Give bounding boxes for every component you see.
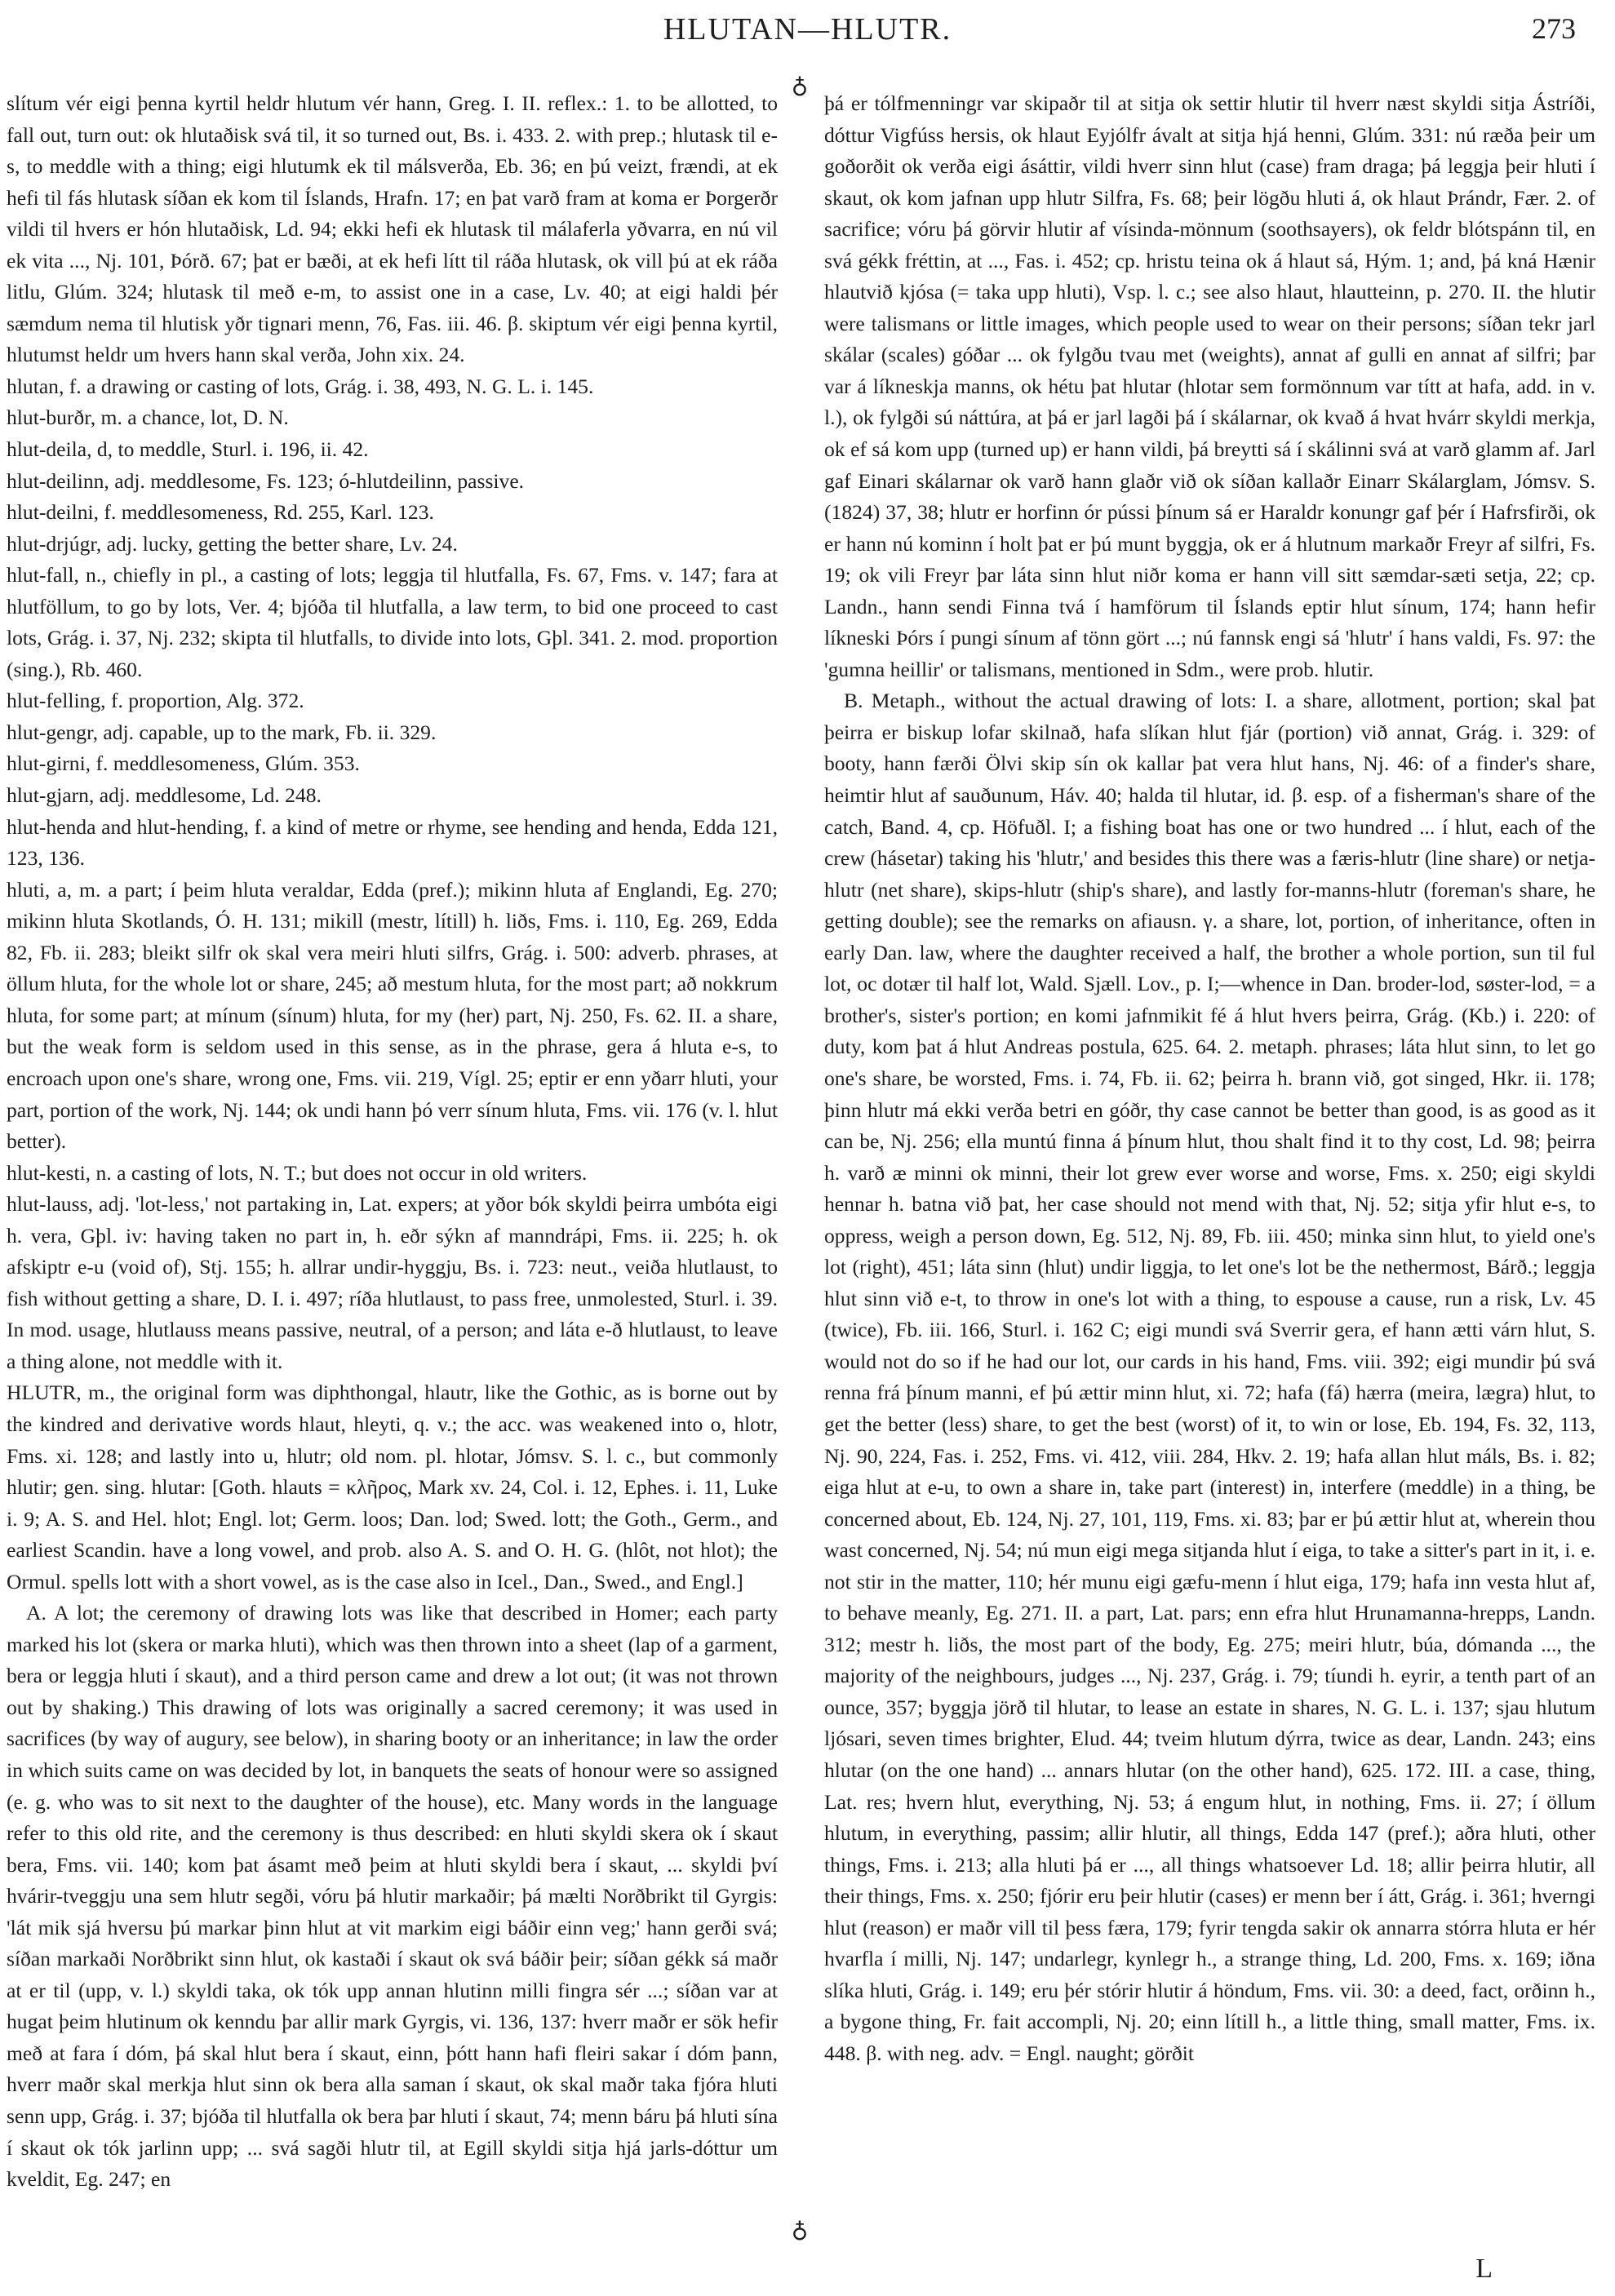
vertical-rule-ornament-icon: ♁ [791,2218,809,2243]
dictionary-entry: HLUTR, m., the original form was diphthongal, hlautr, like the Gothic, as is borne out by the kindred and derivative words hlaut, hleyti, q. v.; the acc. was weakened into o, hlotr, Fms. xi. 128; and lastly into u, hlutr; old nom. pl. hlotar, Jómsv. S. l. c., but commonly hlutir; gen. sing. hlutar: [Goth. hlauts = κλῆρος, Mark xv. 24, Col. i. 12, Ephes. i. 11, Luke i. 9; A. S. and Hel. hlot; Engl. lot; Germ. loos; Dan. lod; Swed. lott; the Goth., Germ., and earliest Scandin. have a long vowel, and prob. also A. S. and O. H. G. (hlôt, not hlot); the Ormul. spells lott with a short vowel, as is the case also in Icel., Dan., Swed., and Engl.] [7,1381,778,1593]
dictionary-entry: hlut-felling, f. proportion, Alg. 372. [7,689,304,713]
dictionary-entry: hluti, a, m. a part; í þeim hluta veraldar, Edda (pref.); mikinn hluta af Englandi, Eg. 270; mikinn hluta Skotlands, Ó. H. 131; mikill (mestr, lítill) h. liðs, Fms. i. 110, Eg. 269, Edda 82, Fb. ii. 283; bleikt silfr ok skal vera meiri hluti silfrs, Grág. i. 500: adverb. phrases, at öllum hluta, for the whole lot or share, 245; að mestum hluta, for the most part; að nokkrum hluta, for some part; at mínum (sínum) hluta, for my (her) part, Nj. 250, Fs. 62. II. a share, but the weak form is seldom used in this sense, as in the phrase, gera á hluta e-s, to encroach upon one's share, wrong one, Fms. vii. 219, Vígl. 25; eptir er enn yðarr hluti, your part, portion of the work, Nj. 144; ok undi hann þó verr sínum hluta, Fms. vii. 176 (v. l. hlut better). [7,877,778,1154]
dictionary-paragraph: A. A lot; the ceremony of drawing lots was like that described in Homer; each party marked his lot (skera or marka hluti), which was then thrown into a sheet (lap of a garment, bera or leggja hluti í skaut), and a third person came and drew a lot out; (it was not thrown out by shaking.) This drawing of lots was originally a sacred ceremony; it was used in sacrifices (by way of augury, see below), in sharing booty or an inheritance; in law the order in which suits came on was decided by lot, in banquets the seats of honour were so assigned (e. g. who was to sit next to the daughter of the house), etc. Many words in the language refer to this old rite, and the ceremony is thus described: en hluti skyldi skera ok í skaut bera, Fms. vii. 140; kom þat ásamt með þeim at hluti skyldi bera í skaut, ... skyldi því hvárir-tveggju una sem hlutr segði, vóru þá hlutir markaðir; þá mælti Norðbrikt til Gyrgis: 'lát mik sjá hversu þú markar þinn hlut at vit markim eigi báðir einn veg;' hann gerði svá; síðan markaði Norðbrikt sinn hlut, ok kastaði í skaut ok svá báðir þeir; síðan gékk sá maðr at er til (upp, v. l.) skyldi taka, ok tók upp annan hlutinn milli fingra sér ...; síðan var at hugat þeim hlutinum ok kenndu þar allir mark Gyrgis, vi. 136, 137: hverr maðr er sök hefir með at fara í dóm, þá skal hlut bera í skaut, einn, þótt hann hafi fleiri sakar í dóm þann, hverr maðr skal merkja hlut sinn ok bera alla saman í skaut, ok skal maðr taka fjóra hluti senn upp, Grág. i. 37; bjóða til hlutfalla ok bera þar hluti í skaut, 74; menn báru þá hluti sína í skaut ok tók jarlinn upp; ... svá sagði hlutr til, at Egill skyldi sitja hjá jarls-dóttur um kveldit, Eg. 247; en [7,1601,778,2192]
dictionary-entry: hlut-fall, n., chiefly in pl., a casting of lots; leggja til hlutfalla, Fs. 67, Fms. v. 147; fara at hlutföllum, to go by lots, Ver. 4; bjóða til hlutfalla, a law term, to bid one proceed to cast lots, Grág. i. 37, Nj. 232; skipta til hlutfalls, to divide into lots, Gþl. 341. 2. mod. proportion (sing.), Rb. 460. [7,563,778,681]
dictionary-entry: hlut-deilinn, adj. meddlesome, Fs. 123; ó-hlutdeilinn, passive. [7,468,525,493]
dictionary-entry: hlut-deila, d, to meddle, Sturl. i. 196, ii. 42. [7,437,369,462]
vertical-rule-ornament-icon: ♁ [791,73,809,99]
dictionary-entry: hlut-burðr, m. a chance, lot, D. N. [7,406,289,430]
dictionary-entry: hlut-henda and hlut-hending, f. a kind of metre or rhyme, see hending and henda, Edda 121, 123, 136. [7,814,778,871]
dictionary-entry: hlut-lauss, adj. 'lot-less,' not partaking in, Lat. expers; at yðor bók skyldi þeirra umbóta eigi h. vera, Gþl. iv: having taken no part in, h. eðr sýkn af manndrápi, Fms. ii. 225; h. ok afskiptr e-u (void of), Stj. 155; h. allrar undir-hyggju, Bs. i. 723: neut., veiða hlutlaust, to fish without getting a share, D. I. i. 497; ríða hlutlaust, to pass free, unmolested, Sturl. i. 39. In mod. usage, hlutlauss means passive, neutral, of a person; and láta e-ð hlutlaust, to leave a thing alone, not meddle with it. [7,1192,778,1373]
dictionary-paragraph: slítum vér eigi þenna kyrtil heldr hlutum vér hann, Greg. I. II. reflex.: 1. to be allotted, to fall out, turn out: ok hlutaðisk svá til, it so turned out, Bs. i. 433. 2. with prep.; hlutask til e-s, to meddle with a thing; eigi hlutumk ek til málsverða, Eb. 36; en þú veizt, frændi, at ek hefi til fás hlutask síðan ek kom til Íslands, Hrafn. 17; en þat varð fram at koma er Þorgerðr vildi til hvers er hón hlutaðisk, Ld. 94; ekki hefi ek hlutask til málaferla yðvarra, en nú vil ek vita ..., Nj. 101, Þórð. 67; þat er bæði, at ek hefi lítt til ráða hlutask, ok vill þú at ek ráða litlu, Glúm. 324; hlutask til með e-m, to assist one in a case, Lv. 40; at eigi haldi þér sæmdum nema til hlutisk yðr tignari menn, 76, Fas. iii. 46. β. skiptum vér eigi þenna kyrtil, hlutumst heldr um hvers hann skal verða, John xix. 24. [7,91,778,367]
dictionary-entry: hlut-girni, f. meddlesomeness, Glúm. 353. [7,751,360,776]
signature-mark: L [1475,2254,1493,2284]
dictionary-entry: hlut-gjarn, adj. meddlesome, Ld. 248. [7,783,322,808]
dictionary-entry: hlut-deilni, f. meddlesomeness, Rd. 255, Karl. 123. [7,500,434,525]
right-column [824,88,1595,2214]
dictionary-entry: hlut-kesti, n. a casting of lots, N. T.; but does not occur in old writers. [7,1160,588,1185]
left-column [7,88,778,2214]
running-head: HLUTAN—HLUTR. [663,12,952,47]
page-header [0,0,1615,49]
dictionary-entry: hlutan, f. a drawing or casting of lots, Grág. i. 38, 493, N. G. L. i. 145. [7,374,594,398]
dictionary-entry: hlut-gengr, adj. capable, up to the mark, Fb. ii. 329. [7,720,437,744]
dictionary-paragraph: B. Metaph., without the actual drawing of lots: I. a share, allotment, portion; skal þat þeirra er biskup lofar skilnað, hafa slíkan hlut fjár (portion) við annat, Grág. i. 329: of booty, hann færði Ölvi skip sín ok kallar þat vera hlut hans, Nj. 46: of a finder's share, heimtir hlut af sauðunum, Háv. 40; halda til hlutar, id. β. esp. of a fisherman's share of the catch, Band. 4, cp. Höfuðl. I; a fishing boat has one or two hundred ... í hlut, each of the crew (hásetar) taking his 'hlutr,' and besides this there was a færis-hlutr (line share) or netja-hlutr (net share), skips-hlutr (ship's share), and lastly for-manns-hlutr (foreman's share, he getting double); see the remarks on afiausn. γ. a share, lot, portion, of inheritance, often in early Dan. law, where the daughter received a half, the brother a whole portion, sun til ful lot, oc dotær til half lot, Wald. Sjæll. Lov., p. I;—whence in Dan. broder-lod, søster-lod, = a brother's, sister's portion; en komi jafnmikit fé á hlut hvers þeirra, Grág. (Kb.) i. 220: of duty, kom þat á hlut Andreas postula, 625. 64. 2. metaph. phrases; láta hlut sinn, to let go one's share, be worsted, Fms. i. 74, Fb. ii. 62; þeirra h. brann við, got singed, Hkr. ii. 178; þinn hlutr má ekki verða betri en góðr, thy case cannot be better than good, is as good as it can be, Nj. 256; ella muntú finna á þínum hlut, thou shalt find it to thy cost, Ld. 98; þeirra h. varð æ minni ok minni, their lot grew ever worse and worse, Fms. x. 250; eigi skyldi hennar h. batna við þat, her case should not mend with that, Nj. 52; sitja yfir hlut e-s, to oppress, weigh a person down, Eg. 512, Nj. 89, Fb. iii. 450; minka sinn hlut, to yield one's lot (right), 451; láta sinn (hlut) undir liggja, to let one's lot be the nethermost, Bárð.; leggja hlut sinn við e-t, to throw in one's lot with a thing, to espouse a cause, run a risk, Lv. 45 (twice), Fb. iii. 166, Sturl. i. 162 C; eigi mundi svá Sverrir gera, ef hann ætti várn hlut, S. would not do so if he had our lot, our cards in his hand, Fms. viii. 392; eigi mundir þú svá renna frá þínum manni, ef þú ættir minn hlut, xi. 72; hafa (fá) hærra (meira, lægra) hlut, to get the better (less) share, to get the best (worst) of it, to win or lose, Eb. 194, Fs. 32, 113, Nj. 90, 224, Fas. i. 252, Fms. vi. 412, viii. 284, Hkv. 2. 19; hafa allan hlut máls, Bs. i. 82; eiga hlut at e-u, to own a share in, take part (interest) in, interfere (meddle) in a thing, be concerned about, Eb. 124, Nj. 27, 101, 119, Fms. xi. 83; þar er þú ættir hlut at, wherein thou wast concerned, Nj. 54; nú mun eigi mega sitjanda hlut í eiga, to take a sitter's part in it, i. e. not stir in the matter, 110; hér munu eigi gæfu-menn í hlut eiga, 179; hafa inn vesta hlut af, to behave meanly, Eg. 271. II. a part, Lat. pars; enn efra hlut Hrunamanna-hrepps, Landn. 312; mestr h. liðs, the most part of the body, Eg. 275; meiri hlutr, búa, dómanda ..., the majority of the neighbours, judges ..., Nj. 237, Grág. i. 79; tíundi h. eyrir, a tenth part of an ounce, 357; byggja jörð til hlutar, to lease an estate in shares, N. G. L. i. 137; sjau hlutum ljósari, seven times brighter, Elud. 44; tveim hlutum dýrra, twice as dear, Landn. 243; eins hlutar (on the one hand) ... annars hlutar (on the other hand), 625. 172. III. a case, thing, Lat. res; hvern hlut, everything, Nj. 53; á engum hlut, in nothing, Fms. ii. 27; í öllum hlutum, in everything, passim; allir hlutir, all things, Edda 147 (pref.); aðra hluti, other things, Fms. i. 213; alla hluti þá er ..., all things whatsoever Ld. 18; allir þeirra hlutir, all their things, Fms. x. 250; fjórir eru þeir hlutir (cases) er menn ber í átt, Grág. i. 361; hverngi hlut (reason) er maðr vill til þess færa, 179; fyrir tengda sakir ok annarra stórra hluta er hér hvarfla í milli, Nj. 147; undarlegr, kynlegr h., a strange thing, Ld. 200, Fms. x. 169; iðna slíka hluti, Grág. i. 149; eru þér stórir hlutir á höndum, Fms. vii. 30: a deed, fact, orðinn h., a bygone thing, Fr. fait accompli, Nj. 20; einn lítill h., a little thing, small matter, Fms. ix. 448. β. with neg. adv. = Engl. naught; görðit [824,689,1595,2065]
dictionary-entry: hlut-drjúgr, adj. lucky, getting the better share, Lv. 24. [7,531,458,556]
page-number: 273 [1532,12,1576,45]
dictionary-paragraph: þá er tólfmenningr var skipaðr til at sitja ok settir hlutir til hverr næst skyldi sitja Ástríði, dóttur Vigfúss hersis, ok hlaut Eyjólfr ávalt at sitja hjá henni, Glúm. 331: nú ræða þeir um goðorðit ok verða eigi ásáttir, vildi hverr sinn hlut (case) fram draga; þá leggja þeir hluti í skaut, ok kom jafnan upp hlutr Silfra, Fs. 68; þeir lögðu hluti á, ok hlaut Þrándr, Fær. 2. of sacrifice; vóru þá görvir hlutir af vísinda-mönnum (soothsayers), ok feldr blótspánn til, en svá gékk fréttin, at ..., Fas. i. 452; cp. hristu teina ok á hlaut sá, Hým. 1; and, þá kná Hænir hlautvið kjósa (= taka upp hluti), Vsp. l. c.; see also hlaut, hlautteinn, p. 270. II. the hlutir were talismans or little images, which people used to wear on their persons; síðan tekr jarl skálar (scales) góðar ... ok fylgðu tvau met (weights), annat af gulli en annat af silfri; þar var á líkneskja manns, ok hétu þat hlutar (hlotar sem formönnum var títt at hafa, add. in v. l.), ok fylgði sú náttúra, at þá er jarl lagði þá í skálarnar, ok kvað á hvat hvárr skyldi merkja, ok ef sá kom upp (turned up) er hann vildi, þá breytti sá í skálinni svá at varð glamm af. Jarl gaf Einari skálarnar ok varð hann glaðr við ok síðan kallaðr Einarr Skálarglam, Jómsv. S. (1824) 37, 38; hlutr er horfinn ór pússi þínum sá er Haraldr konungr gaf þér í Hafrsfirði, ok er hann nú kominn í holt þat er þú munt byggja, ok er á hlutnum markaðr Freyr af silfri, Fs. 19; ok vili Freyr þar láta sinn hlut niðr koma er hann vill sitt sæmdar-sæti setja, 22; cp. Landn., hann sendi Finna tvá í hamförum til Íslands eptir hlut sínum, 174; hann hefir líkneski Þórs í pungi sínum af tönn gört ...; nú fannsk engi sá 'hlutr' í hans valdi, Fs. 97: the 'gumna heillir' or talismans, mentioned in Sdm., were prob. hlutir. [824,91,1595,681]
